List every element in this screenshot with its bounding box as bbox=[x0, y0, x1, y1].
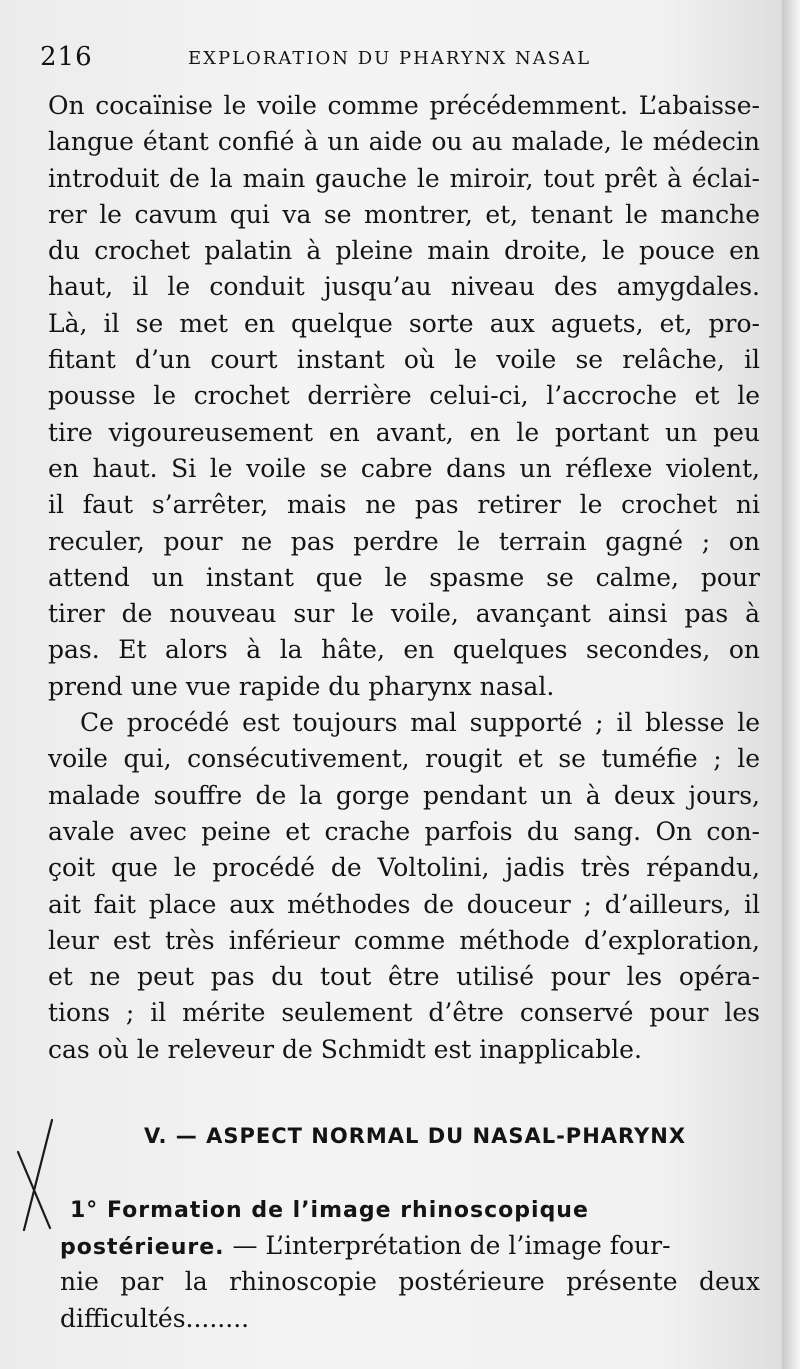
text-line: nie par la rhinoscopie postérieure présente deux bbox=[60, 1267, 760, 1296]
subsection-title-part2: postérieure. bbox=[60, 1234, 225, 1260]
text-line: tire vigoureusement en avant, en le portant un peu bbox=[48, 417, 760, 447]
running-header bbox=[40, 42, 760, 82]
text-line: On cocaïnise le voile comme précédemment. L’abaisse- bbox=[48, 91, 760, 120]
text-line: Ce procédé est toujours mal supporté ; il blesse le bbox=[80, 708, 760, 738]
text-line: pousse le crochet derrière celui-ci, l’accroche et le bbox=[48, 381, 760, 411]
running-title: EXPLORATION DU PHARYNX NASAL bbox=[188, 48, 592, 69]
text-line: langue étant confié à un aide ou au malade, le médecin bbox=[48, 127, 760, 157]
text-line: avale avec peine et crache parfois du sang. On con- bbox=[48, 816, 760, 846]
page-number: 216 bbox=[40, 42, 93, 72]
subsection-line1-rest: — L’interprétation de l’image four- bbox=[224, 1230, 671, 1260]
text-line: attend un instant que le spasme se calme, pour bbox=[48, 562, 760, 592]
text-line: Là, il se met en quelque sorte aux aguets, et, pro- bbox=[48, 308, 760, 338]
text-line: çoit que le procédé de Voltolini, jadis très répandu, bbox=[48, 853, 760, 883]
text-line: tions ; il mérite seulement d’être conservé pour les bbox=[48, 998, 760, 1028]
section-heading: V. — ASPECT NORMAL DU NASAL-PHARYNX bbox=[143, 1124, 687, 1148]
body-text bbox=[48, 88, 760, 1068]
subsection-block bbox=[60, 1191, 760, 1337]
text-line: fitant d’un court instant où le voile se relâche, il bbox=[48, 345, 760, 375]
text-line: haut, il le conduit jusqu’au niveau des amygdales. bbox=[48, 272, 760, 302]
text-line bbox=[60, 1228, 760, 1265]
text-line: ait fait place aux méthodes de douceur ; d’ailleurs, il bbox=[48, 889, 760, 919]
text-line: malade souffre de la gorge pendant un à deux jours, bbox=[48, 780, 760, 810]
text-line: du crochet palatin à pleine main droite, le pouce en bbox=[48, 236, 760, 266]
text-line: reculer, pour ne pas perdre le terrain gagné ; on bbox=[48, 526, 760, 556]
text-line: il faut s’arrêter, mais ne pas retirer le crochet ni bbox=[48, 490, 760, 520]
text-line: et ne peut pas du tout être utilisé pour les opéra- bbox=[48, 962, 760, 992]
text-line: introduit de la main gauche le miroir, tout prêt à éclai- bbox=[48, 163, 760, 193]
text-line: cas où le releveur de Schmidt est inapplicable. bbox=[48, 1034, 642, 1064]
text-line: voile qui, consécutivement, rougit et se tuméfie ; le bbox=[48, 744, 760, 774]
text-line: tirer de nouveau sur le voile, avançant ainsi pas à bbox=[48, 599, 760, 629]
text-line: prend une vue rapide du pharynx nasal. bbox=[48, 671, 555, 701]
subsection-title bbox=[60, 1191, 760, 1228]
text-line: en haut. Si le voile se cabre dans un réflexe violent, bbox=[48, 453, 760, 483]
text-line: pas. Et alors à la hâte, en quelques secondes, on bbox=[48, 635, 760, 665]
subsection-title-part1: 1° Formation de l’image rhinoscopique bbox=[70, 1198, 589, 1223]
page-edge-strip bbox=[782, 0, 800, 1369]
text-line: leur est très inférieur comme méthode d’exploration, bbox=[48, 925, 760, 955]
text-line: difficultés........ bbox=[60, 1303, 250, 1333]
text-line: rer le cavum qui va se montrer, et, tenant le manche bbox=[48, 199, 760, 229]
